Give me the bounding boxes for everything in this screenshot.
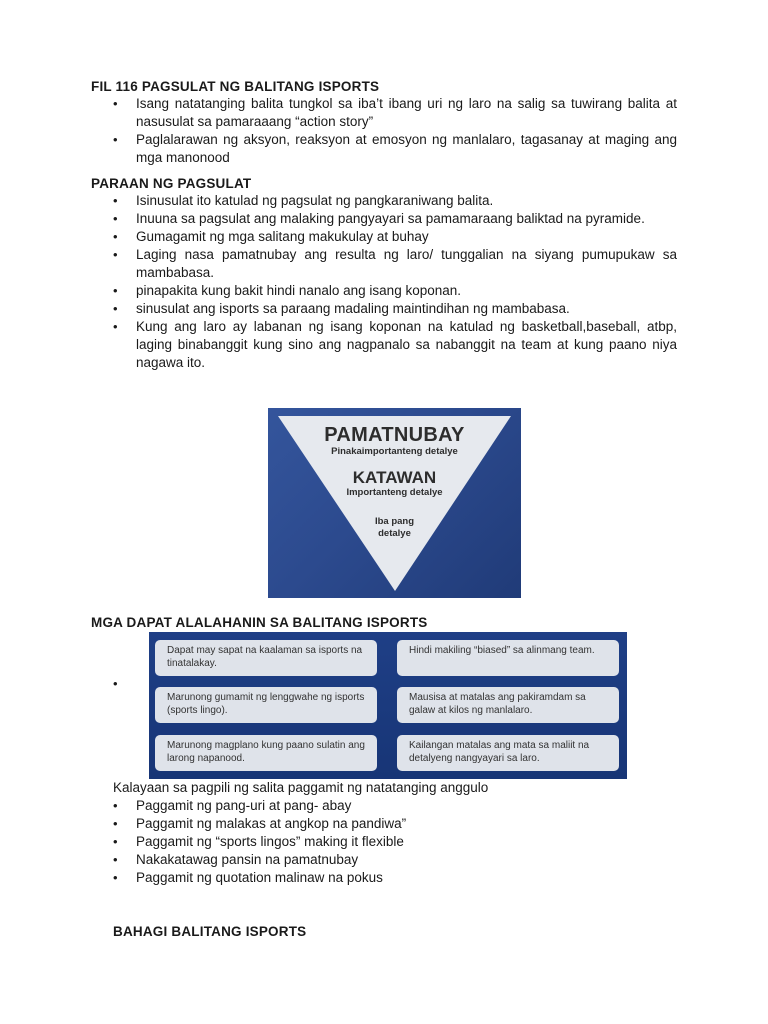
list-item: • Laging nasa pamatnubay ang resulta ng laro/ tunggalian na siyang pumupukaw sa mambabasa. xyxy=(91,246,677,282)
tip-card: Marunong gumamit ng lenggwahe ng isports (sports lingo). xyxy=(155,687,377,723)
section-title-alalahanin: MGA DAPAT ALALAHANIN SA BALITANG ISPORTS xyxy=(91,615,428,630)
list-item: • Inuuna sa pagsulat ang malaking pangyayari sa pamamaraang baliktad na pyramide. xyxy=(91,210,677,228)
list-item: • Nakakatawag pansin na pamatnubay xyxy=(91,851,677,869)
pyramid-top-subtitle: Pinakaimportanteng detalye xyxy=(331,446,458,457)
paggamit-bullet-list xyxy=(91,797,677,887)
pyramid-bottom-line1: Iba pang xyxy=(374,516,415,527)
list-item: • Paggamit ng pang-uri at pang- abay xyxy=(91,797,677,815)
list-item: • Paggamit ng malakas at angkop na pandiwa” xyxy=(91,815,677,833)
pyramid-top-title: PAMATNUBAY xyxy=(324,424,465,446)
pyramid-mid-title: KATAWAN xyxy=(352,468,437,487)
tip-card: Dapat may sapat na kaalaman sa isports na tinatalakay. xyxy=(155,640,377,676)
tip-card: Mausisa at matalas ang pakiramdam sa galaw at kilos ng manlalaro. xyxy=(397,687,619,723)
tip-card: Hindi makiling “biased” sa alinmang team. xyxy=(397,640,619,676)
list-item: • Isang natatanging balita tungkol sa iba’t ibang uri ng laro na salig sa tuwirang balita at nasusulat sa pamaraaang “action story” xyxy=(91,95,677,131)
kalayaan-text: Kalayaan sa pagpili ng salita paggamit ng natatanging anggulo xyxy=(113,780,489,795)
list-item: • Paggamit ng quotation malinaw na pokus xyxy=(91,869,677,887)
pyramid-mid-subtitle: Importanteng detalye xyxy=(346,487,443,498)
section-title-paraan: PARAAN NG PAGSULAT xyxy=(91,176,252,191)
section-title-fil116: FIL 116 PAGSULAT NG BALITANG ISPORTS xyxy=(91,79,380,94)
tip-card: Kailangan matalas ang mata sa maliit na detalyeng nangyayari sa laro. xyxy=(397,735,619,771)
bullet-marker: • xyxy=(113,676,118,691)
list-item: • sinusulat ang isports sa paraang madaling maintindihan ng mambabasa. xyxy=(91,300,677,318)
list-item: • pinapakita kung bakit hindi nanalo ang isang koponan. xyxy=(91,282,677,300)
list-item: • Isinusulat ito katulad ng pagsulat ng pangkaraniwang balita. xyxy=(91,192,677,210)
paraan-bullet-list xyxy=(91,192,677,372)
list-item: • Kung ang laro ay labanan ng isang koponan na katulad ng basketball,baseball, atbp, laging binabanggit kung sino ang nagpanalo sa nabanggit na team at kung paano niya nagawa ito. xyxy=(91,318,677,372)
intro-bullet-list xyxy=(91,95,677,167)
list-item: • Paggamit ng “sports lingos” making it flexible xyxy=(91,833,677,851)
list-item: • Paglalarawan ng aksyon, reaksyon at emosyon ng manlalaro, tagasanay at maging ang mga manonood xyxy=(91,131,677,167)
reminders-figure xyxy=(149,632,627,779)
list-item: • Gumagamit ng mga salitang makukulay at buhay xyxy=(91,228,677,246)
section-title-bahagi: BAHAGI BALITANG ISPORTS xyxy=(113,924,307,939)
tip-card: Marunong magplano kung paano sulatin ang larong napanood. xyxy=(155,735,377,771)
pyramid-bottom-label xyxy=(268,516,521,540)
inverted-pyramid-figure xyxy=(268,408,521,598)
pyramid-bottom-line2: detalye xyxy=(378,528,411,539)
